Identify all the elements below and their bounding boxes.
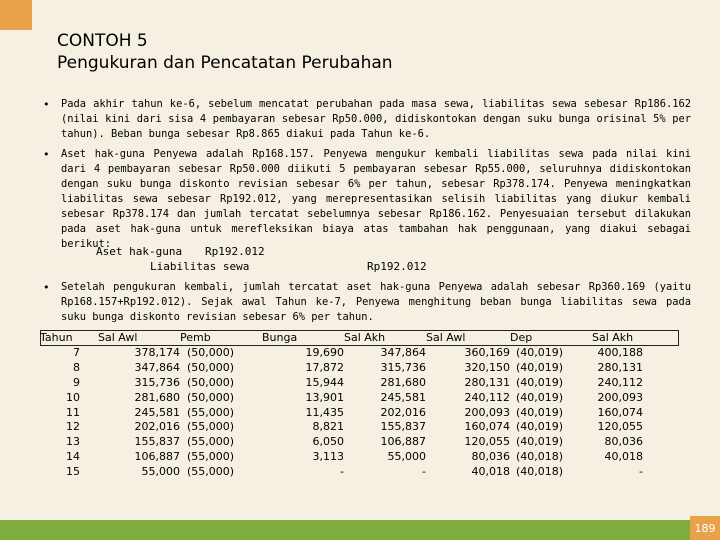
table-cell: -: [639, 465, 643, 479]
table-row: [40, 391, 679, 406]
table-cell: 14: [66, 450, 80, 464]
table-cell: 240,112: [597, 375, 643, 389]
header-sal-awl: Sal Awl: [98, 331, 138, 344]
table-cell: 160,074: [464, 420, 510, 434]
table-cell: 281,680: [380, 375, 426, 389]
table-cell: 3,113: [312, 450, 344, 464]
corner-accent: [0, 0, 32, 30]
table-cell: 155,837: [380, 420, 426, 434]
page-number: 189: [690, 516, 720, 540]
table-cell: 106,887: [380, 435, 426, 449]
table-row: [40, 465, 679, 480]
table-cell: 6,050: [312, 435, 344, 449]
table-cell: (40,019): [516, 390, 564, 404]
journal-credit-amount: Rp192.012: [367, 260, 427, 273]
table-cell: 315,736: [134, 375, 180, 389]
table-cell: 155,837: [134, 435, 180, 449]
header-sal-akh: Sal Akh: [344, 331, 386, 344]
bullet-3: • Setelah pengukuran kembali, jumlah tercatat aset hak-guna Penyewa adalah sebesar Rp360.169 (yaitu Rp168.157+Rp192.012). Sejak awal Tahun ke-7, Penyewa menghitung beban bunga liabilitas sewa pada suku bunga diskonto revisian sebesar 6% per tahun.: [61, 280, 691, 325]
table-cell: (55,000): [187, 435, 235, 449]
header-bunga: Bunga: [262, 331, 298, 344]
table-row: [40, 435, 679, 450]
table-cell: (40,018): [516, 450, 564, 464]
header-sal-akh-2: Sal Akh: [592, 331, 634, 344]
table-cell: -: [340, 465, 344, 479]
table-row: [40, 420, 679, 435]
table-row: [40, 376, 679, 391]
table-cell: 7: [73, 345, 80, 359]
header-dep: Dep: [510, 331, 533, 344]
title-line-1: CONTOH 5: [57, 31, 148, 51]
table-cell: 245,581: [134, 405, 180, 419]
table-cell: 12: [66, 420, 80, 434]
table-cell: 8,821: [312, 420, 344, 434]
table-cell: 40,018: [604, 450, 643, 464]
table-cell: 245,581: [380, 390, 426, 404]
table-cell: 360,169: [464, 345, 510, 359]
table-cell: 9: [73, 375, 80, 389]
table-cell: 120,055: [464, 435, 510, 449]
table-cell: 17,872: [305, 360, 344, 374]
table-cell: (40,019): [516, 405, 564, 419]
table-cell: 320,150: [464, 360, 510, 374]
table-cell: (50,000): [187, 390, 235, 404]
table-cell: 11: [66, 405, 80, 419]
table-cell: 347,864: [380, 345, 426, 359]
table-cell: 15: [66, 465, 80, 479]
title-line-2: Pengukuran dan Pencatatan Perubahan: [57, 53, 393, 73]
slide-title: [57, 30, 393, 74]
schedule-table: [40, 331, 679, 480]
table-cell: 280,131: [597, 360, 643, 374]
table-row: [40, 346, 679, 361]
table-cell: (40,018): [516, 465, 564, 479]
table-cell: 106,887: [134, 450, 180, 464]
table-cell: 10: [66, 390, 80, 404]
journal-debit-amount: Rp192.012: [205, 245, 265, 258]
table-cell: 19,690: [305, 345, 344, 359]
table-row: [40, 406, 679, 421]
table-cell: 40,018: [471, 465, 510, 479]
table-cell: 15,944: [305, 375, 344, 389]
table-cell: 8: [73, 360, 80, 374]
journal-debit-account: Aset hak-guna: [96, 245, 183, 258]
journal-credit-account: Liabilitas sewa: [150, 260, 250, 273]
table-cell: 80,036: [471, 450, 510, 464]
table-cell: (55,000): [187, 405, 235, 419]
table-cell: 400,188: [597, 345, 643, 359]
table-cell: (55,000): [187, 450, 235, 464]
table-cell: 347,864: [134, 360, 180, 374]
table-cell: -: [422, 465, 426, 479]
table-cell: 55,000: [387, 450, 426, 464]
table-row: [40, 361, 679, 376]
table-cell: (55,000): [187, 420, 235, 434]
table-cell: (50,000): [187, 375, 235, 389]
table-cell: 80,036: [604, 435, 643, 449]
table-cell: 280,131: [464, 375, 510, 389]
table-cell: (40,019): [516, 375, 564, 389]
table-cell: (50,000): [187, 360, 235, 374]
table-cell: (55,000): [187, 465, 235, 479]
header-pemb: Pemb: [180, 331, 211, 344]
table-cell: 11,435: [305, 405, 344, 419]
table-cell: 315,736: [380, 360, 426, 374]
table-cell: (40,019): [516, 360, 564, 374]
table-cell: 120,055: [597, 420, 643, 434]
bullet-2: • Aset hak-guna Penyewa adalah Rp168.157. Penyewa mengukur kembali liabilitas sewa pada nilai kini dari 4 pembayaran sebesar Rp50.000 diikuti 5 pembayaran sebesar Rp55.000, seluruhnya didiskontokan dengan suku bunga diskonto revisian sebesar 6% per tahun, sebesar Rp378.174. Penyewa meningkatkan liabilitas sewa sebesar Rp192.012, yang merepresentasikan selisih liabilitas yang diukur kembali sebesar Rp378.174 dan jumlah tercatat sebelumnya sebesar Rp186.162. Penyesuaian tersebut dilakukan pada aset hak-guna untuk merefleksikan biaya atas tambahan hak penggunaan, yang diakui sebagai berikut:: [61, 147, 691, 252]
table-cell: (50,000): [187, 345, 235, 359]
table-header-row: [40, 331, 679, 346]
table-cell: 13,901: [305, 390, 344, 404]
table-cell: 160,074: [597, 405, 643, 419]
table-cell: 378,174: [134, 345, 180, 359]
table-cell: 240,112: [464, 390, 510, 404]
header-tahun: Tahun: [40, 331, 73, 344]
table-cell: (40,019): [516, 420, 564, 434]
table-cell: 13: [66, 435, 80, 449]
header-sal-awl-2: Sal Awl: [426, 331, 466, 344]
table-cell: 55,000: [141, 465, 180, 479]
table-cell: (40,019): [516, 345, 564, 359]
table-row: [40, 450, 679, 465]
table-cell: (40,019): [516, 435, 564, 449]
bullet-1: • Pada akhir tahun ke-6, sebelum mencatat perubahan pada masa sewa, liabilitas sewa sebesar Rp186.162 (nilai kini dari sisa 4 pembayaran sebesar Rp50.000, didiskontokan dengan suku bunga orisinal 5% per tahun). Beban bunga sebesar Rp8.865 diakui pada Tahun ke-6.: [61, 97, 691, 142]
table-cell: 202,016: [134, 420, 180, 434]
table-cell: 281,680: [134, 390, 180, 404]
footer-bar: [0, 520, 720, 540]
table-cell: 200,093: [464, 405, 510, 419]
table-cell: 202,016: [380, 405, 426, 419]
table-cell: 200,093: [597, 390, 643, 404]
